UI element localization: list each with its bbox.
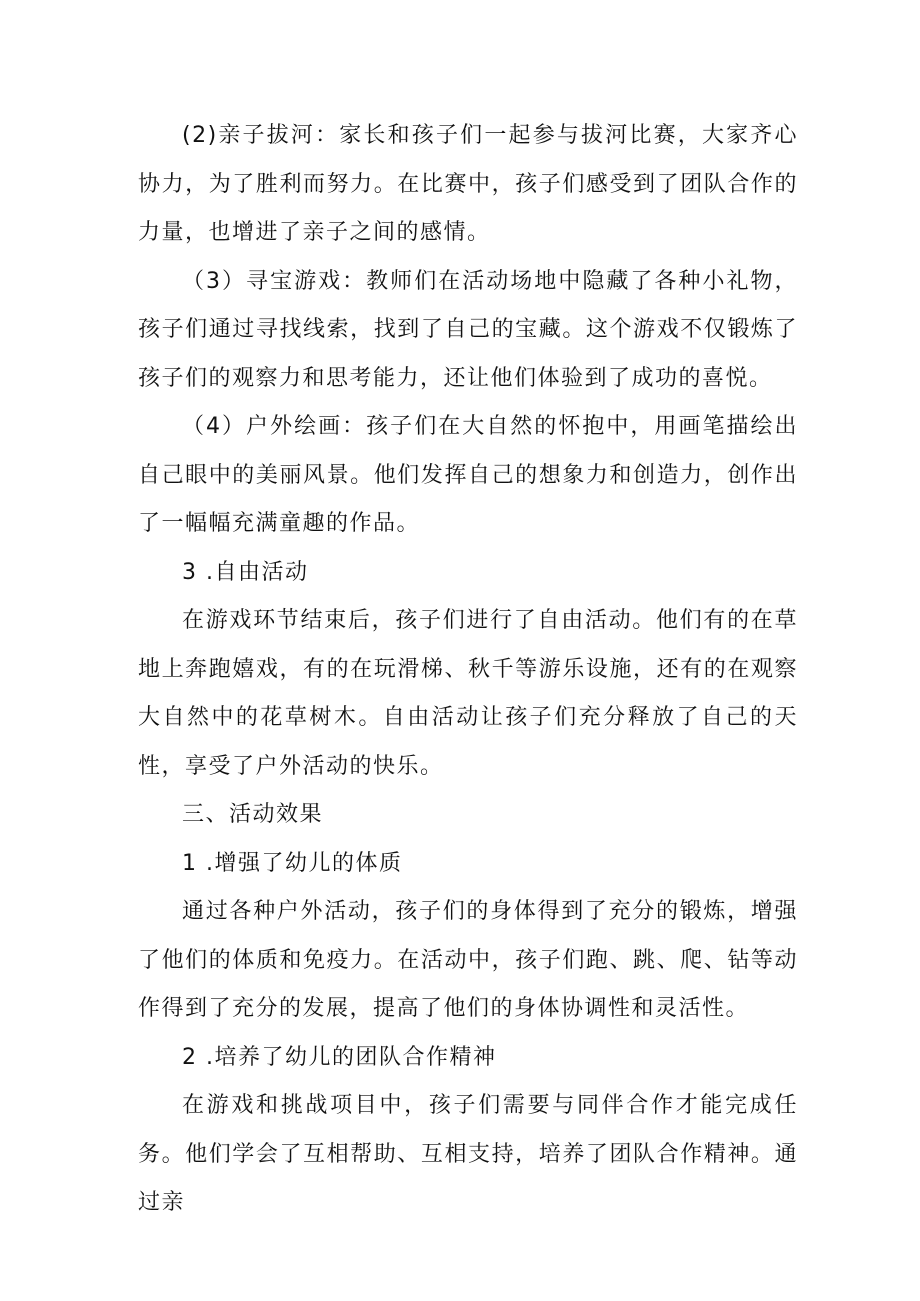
heading-teamwork: 2 .培养了幼儿的团队合作精神 [182,1044,497,1070]
paragraph-tug-of-war: (2)亲子拔河：家长和孩子们一起参与拔河比赛，大家齐心协力，为了胜利而努力。在比赛中，孩子们感受到了团队合作的力量，也增进了亲子之间的感情。 [138,123,798,245]
heading-free-activity: 3 .自由活动 [182,559,309,585]
paragraph-treasure-hunt: （3）寻宝游戏：教师们在活动场地中隐藏了各种小礼物，孩子们通过寻找线索，找到了自己的宝藏。这个游戏不仅锻炼了孩子们的观察力和思考能力，还让他们体验到了成功的喜悦。 [138,268,798,391]
heading-physical-fitness: 1 .增强了幼儿的体质 [182,850,403,876]
paragraph-outdoor-painting: （4）户外绘画：孩子们在大自然的怀抱中，用画笔描绘出自己眼中的美丽风景。他们发挥自己的想象力和创造力，创作出了一幅幅充满童趣的作品。 [138,414,798,536]
heading-activity-effects: 三、活动效果 [182,802,324,827]
paragraph-physical-fitness: 通过各种户外活动，孩子们的身体得到了充分的锻炼，增强了他们的体质和免疫力。在活动中，孩子们跑、跳、爬、钻等动作得到了充分的发展，提高了他们的身体协调性和灵活性。 [138,899,798,1021]
paragraph-free-activity: 在游戏环节结束后，孩子们进行了自由活动。他们有的在草地上奔跑嬉戏，有的在玩滑梯、秋千等游乐设施，还有的在观察大自然中的花草树木。自由活动让孩子们充分释放了自己的天性，享受了户外活动的快乐。 [138,608,798,779]
document-body [138,112,798,1228]
paragraph-teamwork: 在游戏和挑战项目中，孩子们需要与同伴合作才能完成任务。他们学会了互相帮助、互相支持，培养了团队合作精神。通过亲 [138,1093,798,1215]
